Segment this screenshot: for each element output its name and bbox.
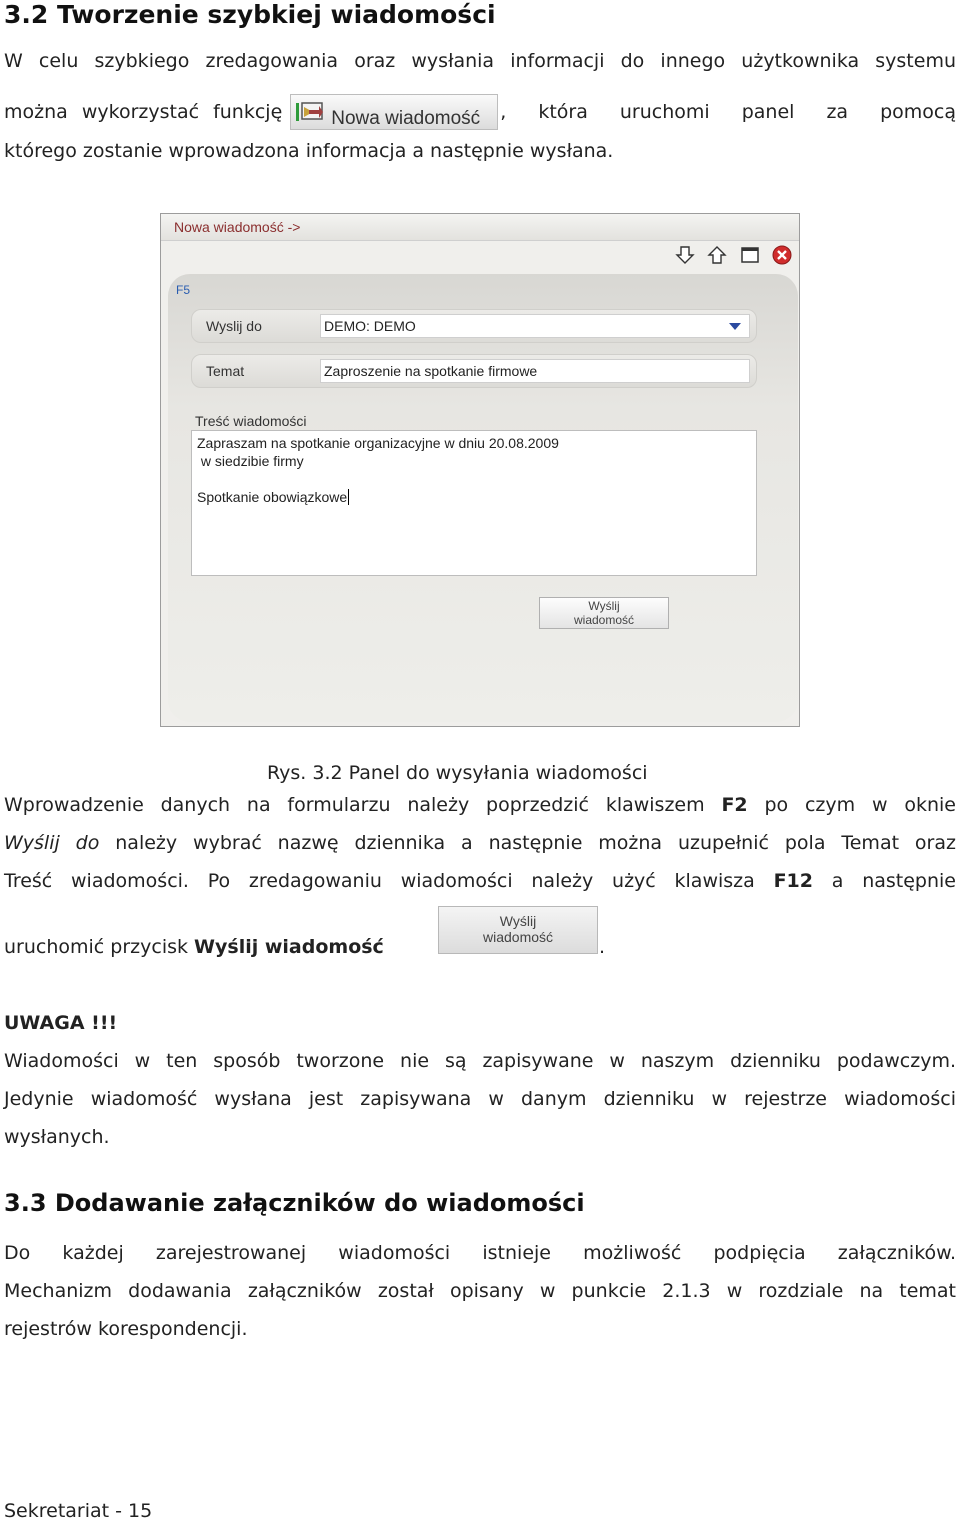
arrow-up-icon[interactable] [706, 244, 728, 266]
section-heading-3-3: 3.3 Dodawanie załączników do wiadomości [4, 1189, 585, 1217]
send-button-image [438, 906, 598, 954]
key-f12: F12 [773, 870, 813, 892]
paragraph-line [4, 862, 956, 900]
subject-value: Zaproszenie na spotkanie firmowe [324, 363, 538, 379]
recipient-select[interactable] [320, 314, 750, 338]
warning-title: UWAGA !!! [4, 1012, 118, 1034]
period: . [599, 936, 606, 958]
paragraph-line [4, 928, 384, 966]
body-line [197, 488, 751, 506]
paragraph-line: Jedynie wiadomość wysłana jest zapisywana w danym dzienniku w rejestrze wiadomości [4, 1088, 956, 1110]
maximize-icon[interactable] [739, 244, 761, 266]
subject-label: Temat [206, 363, 245, 379]
send-label-line1: Wyślij [499, 913, 537, 929]
text-fragment: Wprowadzenie danych na formularzu należy poprzedzić klawiszem [4, 794, 722, 816]
italic-term: Wyślij do [4, 832, 100, 854]
body-line: w siedzibie firmy [197, 453, 304, 469]
send-label-line2: wiadomość [482, 929, 554, 945]
key-f2: F2 [721, 794, 748, 816]
window-title: Nowa wiadomość -> [174, 219, 301, 235]
recipient-row [191, 309, 757, 343]
paragraph-line [4, 824, 956, 862]
body-line: Zapraszam na spotkanie organizacyjne w dniu 20.08.2009 [197, 435, 559, 451]
paragraph-line: wysłanych. [4, 1126, 110, 1148]
text-fragment: a następnie [812, 870, 956, 892]
send-label-line1: Wyślij [588, 599, 620, 613]
message-body-textarea[interactable] [191, 430, 757, 576]
button-name: Wyślij wiadomość [194, 936, 384, 958]
text-fragment: można wykorzystać funkcję [4, 101, 283, 123]
new-message-label: Nowa wiadomość [331, 108, 481, 129]
text-cursor [348, 489, 349, 505]
window-titlebar [161, 214, 799, 241]
paragraph-line: którego zostanie wprowadzona informacja a następnie wysłana. [4, 140, 614, 162]
paragraph-line: Wiadomości w ten sposób tworzone nie są zapisywane w naszym dzienniku podawczym. [4, 1050, 956, 1072]
window-toolbar [668, 244, 793, 270]
send-label-line2: wiadomość [573, 613, 635, 627]
new-message-window [160, 213, 800, 727]
close-icon[interactable] [771, 244, 793, 266]
text-fragment: , która uruchomi panel za pomocą [500, 101, 956, 123]
body-line-text: Spotkanie obowiązkowe [197, 489, 348, 505]
arrow-down-icon[interactable] [674, 244, 696, 266]
paragraph-line [4, 786, 956, 824]
paragraph-line: rejestrów korespondencji. [4, 1318, 248, 1340]
paragraph-line-with-button [4, 90, 956, 134]
text-fragment: po czym w oknie [747, 794, 956, 816]
section-heading-3-2: 3.2 Tworzenie szybkiej wiadomości [4, 0, 496, 29]
text-fragment: Treść wiadomości. Po zredagowaniu wiadomości należy użyć klawisza [4, 870, 774, 892]
new-message-icon [295, 101, 325, 123]
paragraph-line: Do każdej zarejestrowanej wiadomości istnieje możliwość podpięcia załączników. [4, 1242, 956, 1264]
new-message-button-image [290, 94, 498, 130]
figure-caption: Rys. 3.2 Panel do wysyłania wiadomości [267, 762, 648, 784]
body-label: Treść wiadomości [195, 413, 307, 429]
send-message-button[interactable] [539, 597, 669, 629]
text-fragment: należy wybrać nazwę dziennika a następnie można uzupełnić pola Temat oraz [99, 832, 956, 854]
subject-row [191, 354, 757, 388]
subject-input[interactable] [320, 359, 750, 383]
paragraph-line: Mechanizm dodawania załączników został opisany w punkcie 2.1.3 w rozdziale na temat [4, 1280, 956, 1302]
chevron-down-icon[interactable] [729, 323, 741, 330]
recipient-label: Wyslij do [206, 318, 262, 334]
text-fragment: uruchomić przycisk [4, 936, 195, 958]
page-footer: Sekretariat - 15 [4, 1500, 153, 1522]
recipient-value: DEMO: DEMO [324, 318, 416, 334]
paragraph-line: W celu szybkiego zredagowania oraz wysłania informacji do innego użytkownika systemu [4, 50, 956, 72]
shortcut-hint: F5 [176, 283, 191, 297]
